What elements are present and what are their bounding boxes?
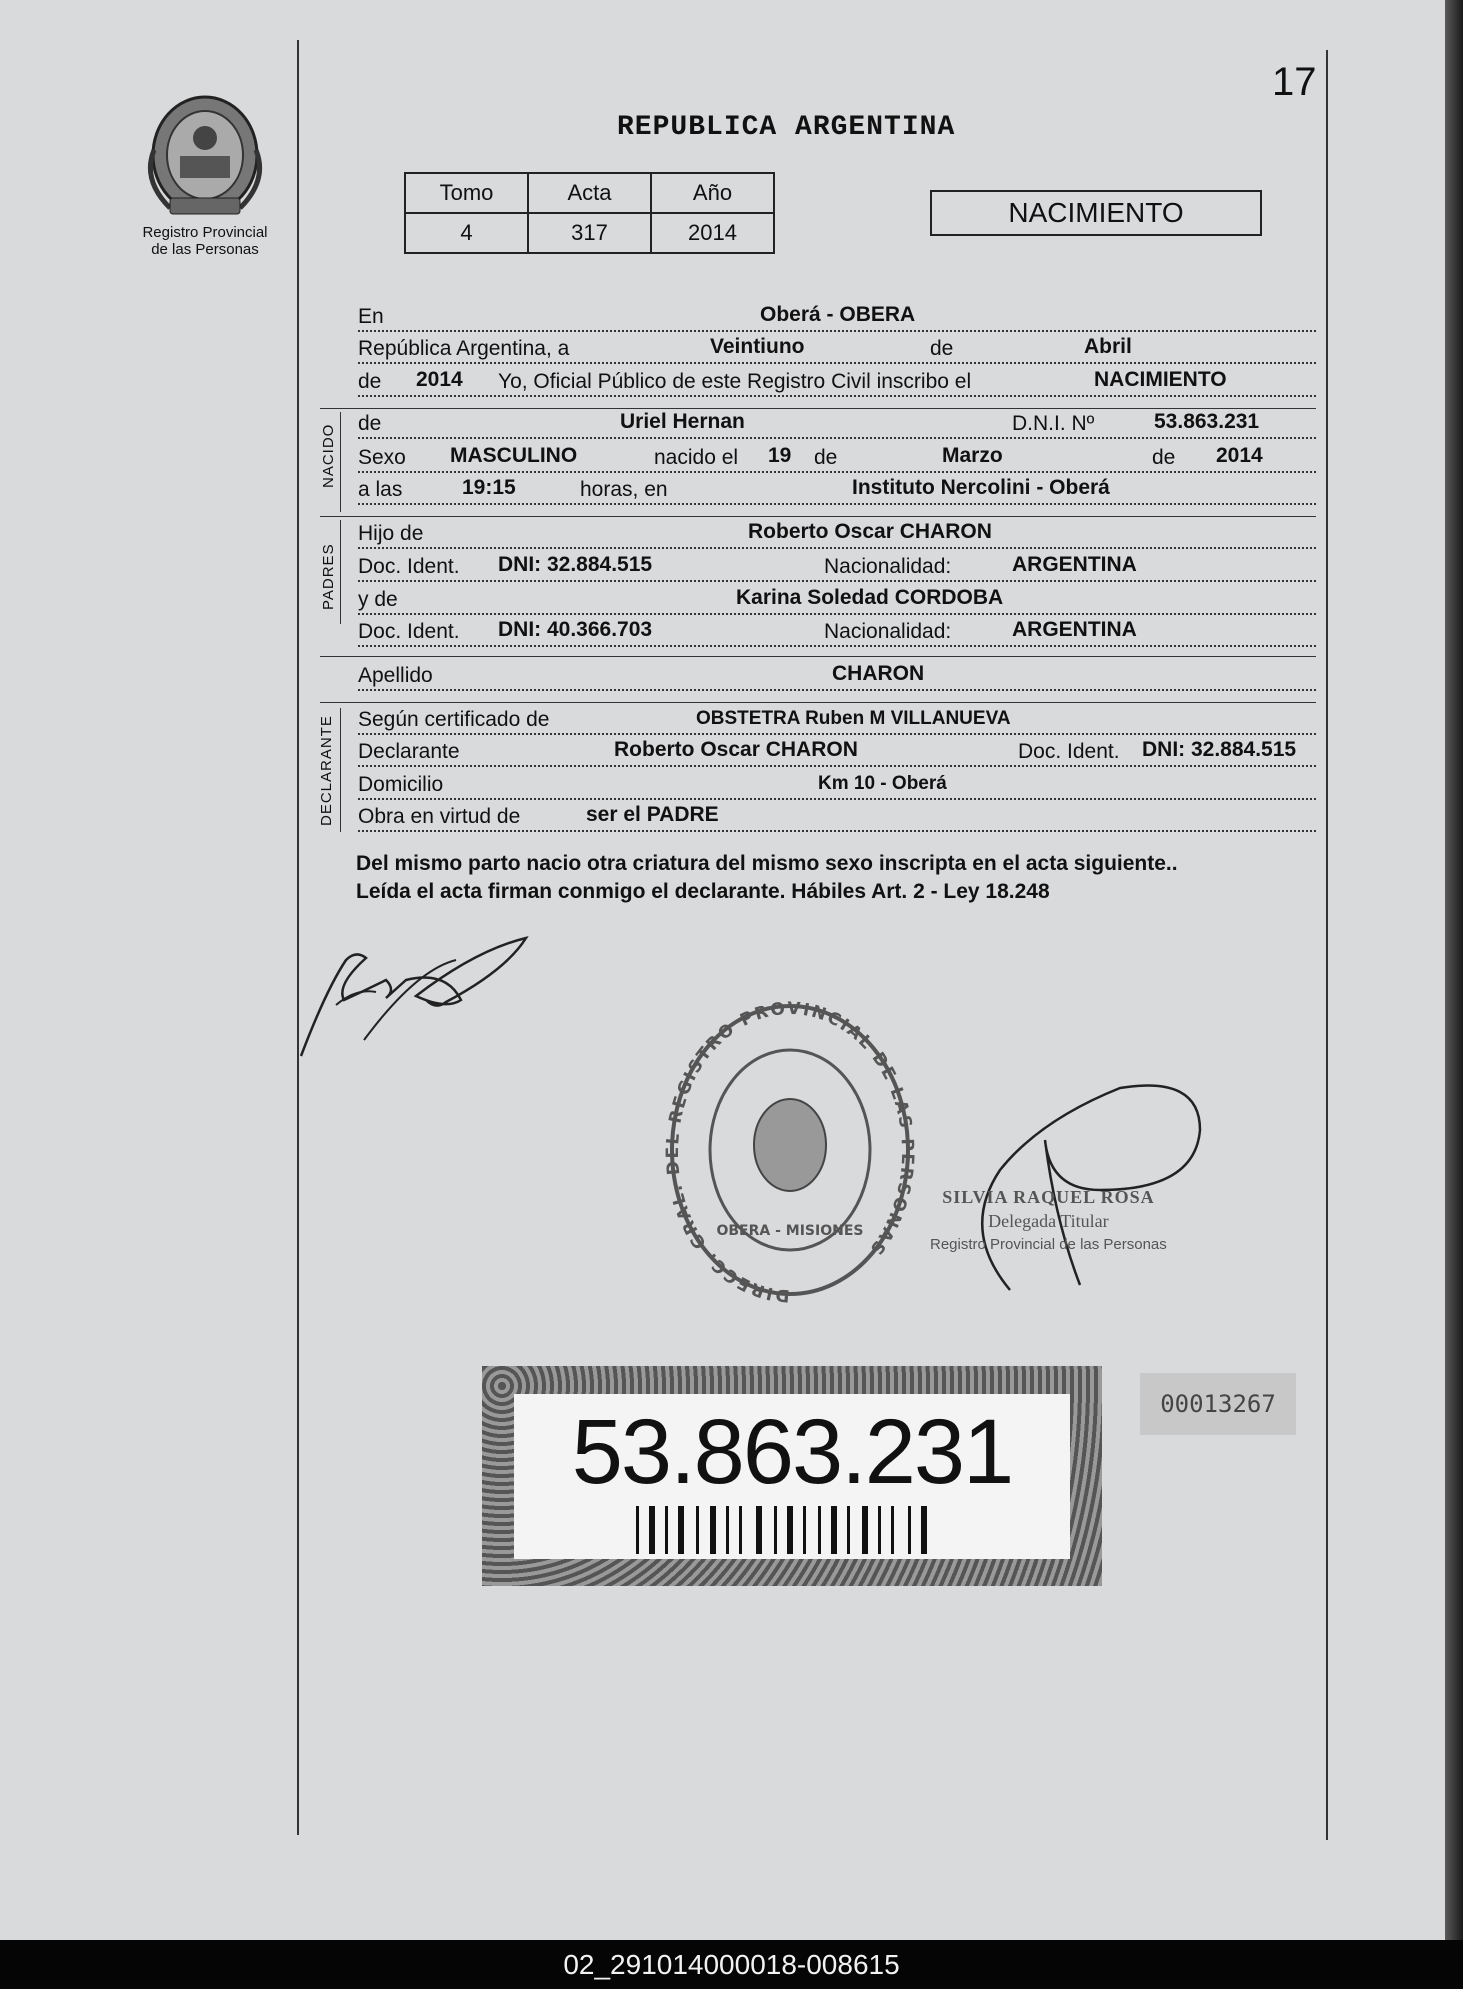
certificate-value: OBSTETRA Ruben M VILLANUEVA	[696, 708, 1011, 729]
row-address	[358, 773, 1316, 803]
logo-caption-line-2: de las Personas	[151, 241, 259, 258]
row-mother-doc	[358, 620, 1316, 650]
barcode-bar	[710, 1506, 716, 1554]
registry-table	[404, 172, 775, 254]
de-label: de	[930, 337, 956, 361]
birthplace-value: Instituto Nercolini - Oberá	[852, 476, 1110, 499]
dni-value: 53.863.231	[1154, 410, 1260, 433]
delegate-office: Registro Provincial de las Personas	[930, 1236, 1167, 1253]
row-year	[358, 370, 1316, 400]
republica-label: República Argentina, a	[358, 337, 572, 361]
page-edge-shadow	[1445, 0, 1463, 1940]
logo-caption-line-1: Registro Provincial	[142, 224, 268, 241]
en-label: En	[358, 305, 387, 329]
barcode-bar	[831, 1506, 837, 1554]
day-value: Veintiuno	[710, 335, 805, 358]
barcode-bar	[636, 1506, 639, 1554]
barcode-bar	[726, 1506, 729, 1554]
declarant-doc-value: DNI: 32.884.515	[1142, 738, 1297, 761]
barcode-bar	[678, 1506, 684, 1554]
de-label-4: de	[1152, 446, 1178, 470]
apellido-label: Apellido	[358, 664, 436, 688]
father-doc-value: DNI: 32.884.515	[498, 553, 653, 576]
mother-doc-value: DNI: 40.366.703	[498, 618, 653, 641]
obra-label: Obra en virtud de	[358, 805, 523, 829]
barcode-bar	[908, 1506, 911, 1554]
right-margin-line	[1326, 50, 1328, 1840]
footnote	[356, 850, 1178, 906]
section-parents: PADRES	[320, 543, 337, 610]
serial-sticker: 00013267	[1140, 1373, 1296, 1435]
delegate-block	[930, 1185, 1167, 1257]
parents-bracket	[340, 520, 341, 624]
barcode-bar	[878, 1506, 881, 1554]
row-certificate	[358, 708, 1316, 738]
doc-label-father: Doc. Ident.	[358, 555, 463, 579]
row-time	[358, 478, 1316, 508]
birth-month-value: Marzo	[942, 444, 1003, 467]
scan-footer-id: 02_291014000018-008615	[0, 1940, 1463, 1989]
de-label-2: de	[358, 370, 384, 394]
stamp-inner-text: OBERA - MISIONES	[716, 1223, 864, 1239]
barcode-bar	[756, 1506, 762, 1554]
city-value: Oberá - OBERA	[760, 303, 916, 326]
divider-4	[320, 702, 1316, 703]
yde-label: y de	[358, 588, 401, 612]
divider-2	[320, 516, 1316, 517]
record-type-box: NACIMIENTO	[930, 190, 1262, 236]
time-value: 19:15	[462, 476, 516, 499]
anio-value: 2014	[651, 213, 774, 253]
declarante-label: Declarante	[358, 740, 463, 764]
nac-label-father: Nacionalidad:	[824, 555, 954, 579]
horas-label: horas, en	[580, 478, 671, 502]
barcode-number: 53.863.231	[571, 1401, 1013, 1503]
born-bracket	[340, 412, 341, 512]
act-value: NACIMIENTO	[1094, 368, 1227, 391]
misiones-shield-logo	[140, 90, 270, 220]
declarant-signature	[296, 930, 596, 1060]
mother-name-value: Karina Soledad CORDOBA	[736, 586, 1004, 609]
row-father	[358, 522, 1316, 552]
nac-label-mother: Nacionalidad:	[824, 620, 954, 644]
section-born: NACIDO	[320, 423, 337, 488]
footnote-line-2: Leída el acta firman conmigo el declarante. Hábiles Art. 2 - Ley 18.248	[356, 880, 1050, 903]
divider-3	[320, 656, 1316, 657]
de-label-3: de	[814, 446, 840, 470]
delegate-name: SILVIA RAQUEL ROSA	[942, 1187, 1155, 1207]
barcode-bar	[818, 1506, 821, 1554]
mother-nationality-value: ARGENTINA	[1012, 618, 1137, 641]
row-surname	[358, 664, 1316, 694]
acta-header: Acta	[528, 173, 651, 213]
birth-day-value: 19	[768, 444, 792, 467]
delegate-role: Delegada Titular	[988, 1211, 1109, 1231]
barcode-card	[482, 1366, 1102, 1586]
row-sex	[358, 446, 1316, 476]
year-value: 2014	[416, 368, 463, 391]
row-mother	[358, 588, 1316, 618]
barcode-bar	[696, 1506, 699, 1554]
month-value: Abril	[1084, 335, 1132, 358]
father-name-value: Roberto Oscar CHARON	[748, 520, 992, 543]
barcode-label	[514, 1394, 1070, 1559]
given-name-value: Uriel Hernan	[620, 410, 745, 433]
alas-label: a las	[358, 478, 405, 502]
row-father-doc	[358, 555, 1316, 585]
doc-label-mother: Doc. Ident.	[358, 620, 463, 644]
declarant-bracket	[340, 708, 341, 832]
address-value: Km 10 - Oberá	[818, 773, 947, 794]
barcode-bar	[803, 1506, 806, 1554]
birth-year-value: 2014	[1216, 444, 1263, 467]
capacity-value: ser el PADRE	[586, 803, 719, 826]
tomo-header: Tomo	[405, 173, 528, 213]
official-stamp	[660, 995, 920, 1305]
stamp-ring-text: DIRECC. GRAL. DEL REGISTRO PROVINCIAL DE LAS PERSONAS	[663, 998, 918, 1305]
sexo-label: Sexo	[358, 446, 409, 470]
de-name-label: de	[358, 412, 384, 436]
segun-label: Según certificado de	[358, 708, 552, 732]
barcode-bar	[847, 1506, 850, 1554]
barcode-bar	[891, 1506, 894, 1554]
father-nationality-value: ARGENTINA	[1012, 553, 1137, 576]
yo-text: Yo, Oficial Público de este Registro Civil inscribo el	[498, 370, 974, 394]
divider-1	[320, 408, 1316, 409]
page-number: 17	[1272, 60, 1317, 104]
barcode-bar	[649, 1506, 655, 1554]
nacido-label: nacido el	[654, 446, 741, 470]
row-declarant	[358, 740, 1316, 770]
barcode-bar	[665, 1506, 668, 1554]
barcode-bar	[862, 1506, 868, 1554]
footnote-line-1: Del mismo parto nacio otra criatura del mismo sexo inscripta en el acta siguiente..	[356, 852, 1178, 875]
row-place	[358, 305, 1316, 335]
acta-value: 317	[528, 213, 651, 253]
barcode-bar	[921, 1506, 927, 1554]
domicilio-label: Domicilio	[358, 773, 446, 797]
surname-value: CHARON	[832, 662, 925, 685]
row-date	[358, 337, 1316, 367]
hijo-label: Hijo de	[358, 522, 426, 546]
row-capacity	[358, 805, 1316, 835]
decl-doc-label: Doc. Ident.	[1018, 740, 1123, 764]
anio-header: Año	[651, 173, 774, 213]
barcode-bar	[774, 1506, 777, 1554]
section-declarant: DECLARANTE	[318, 715, 335, 826]
logo-caption	[130, 224, 280, 258]
dni-label: D.N.I. Nº	[1012, 412, 1097, 436]
barcode-bars	[636, 1506, 976, 1554]
barcode-bar	[739, 1506, 742, 1554]
tomo-value: 4	[405, 213, 528, 253]
declarant-name-value: Roberto Oscar CHARON	[614, 738, 858, 761]
row-name	[358, 412, 1316, 442]
barcode-bar	[787, 1506, 793, 1554]
document-title: REPUBLICA ARGENTINA	[617, 112, 956, 143]
sex-value: MASCULINO	[450, 444, 578, 467]
